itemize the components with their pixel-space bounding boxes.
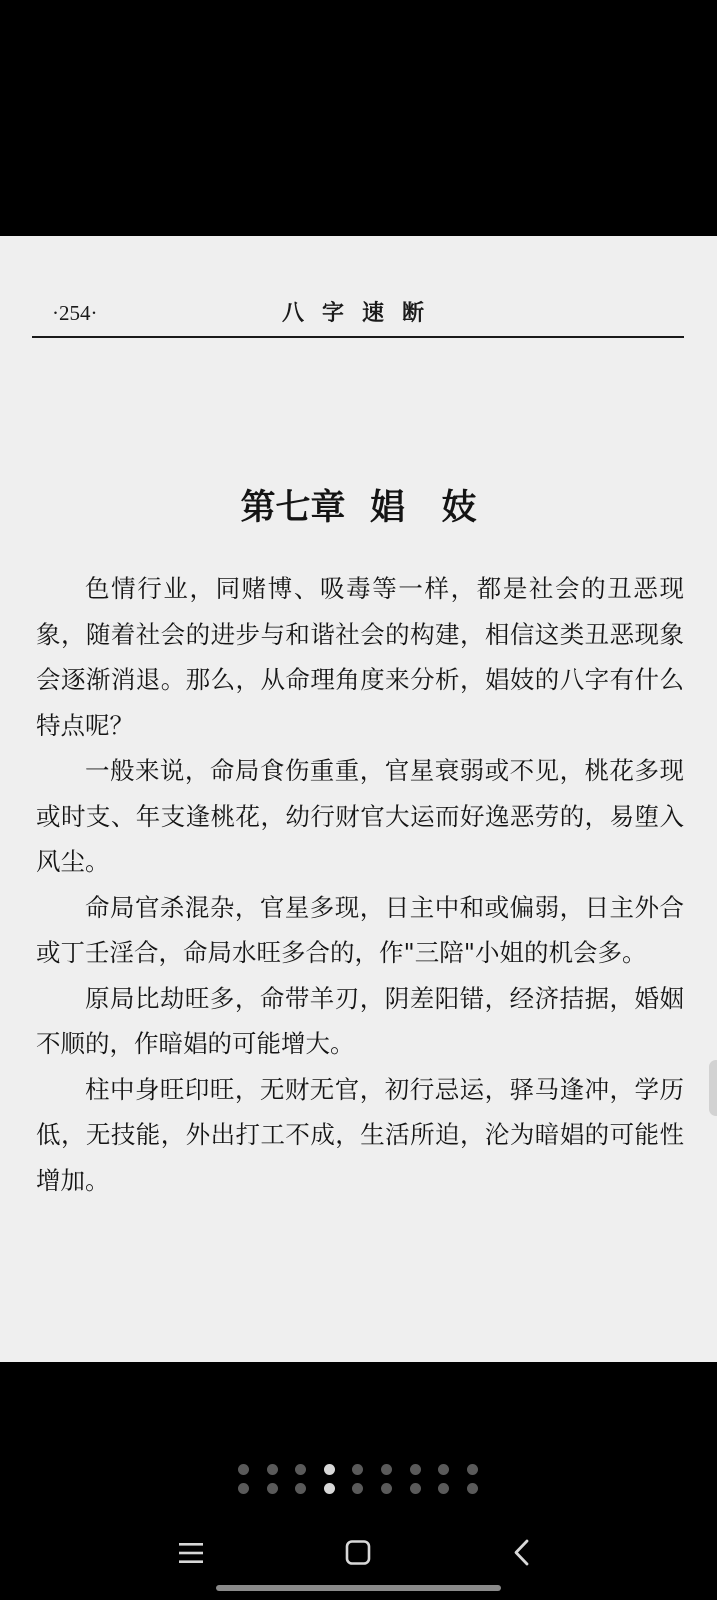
page-dot[interactable] — [295, 1464, 306, 1475]
page-dot[interactable] — [238, 1464, 249, 1475]
header-divider — [32, 336, 684, 338]
page-dot[interactable] — [267, 1464, 278, 1475]
page-dot[interactable] — [238, 1483, 249, 1494]
back-button[interactable] — [493, 1530, 553, 1576]
chapter-title: 第七章 娼 妓 — [240, 487, 477, 528]
paragraph-3: 命局官杀混杂，官星多现，日主中和或偏弱，日主外合或丁壬淫合，命局水旺多合的，作"三陪"小姐的机会多。 — [36, 892, 684, 967]
paragraph-4: 原局比劫旺多，命带羊刃，阴差阳错，经济拮据，婚姻不顺的，作暗娼的可能增大。 — [36, 983, 684, 1058]
recents-icon — [161, 1530, 221, 1576]
recents-button[interactable] — [161, 1530, 221, 1576]
page-dot[interactable] — [381, 1464, 392, 1475]
page-dot[interactable] — [438, 1464, 449, 1475]
scanned-page[interactable] — [0, 236, 717, 1362]
page-dot[interactable] — [410, 1464, 421, 1475]
page-dot[interactable] — [438, 1483, 449, 1494]
page-dot[interactable] — [352, 1483, 363, 1494]
page-dot[interactable] — [467, 1464, 478, 1475]
book-title: 八字速断 — [282, 300, 443, 326]
side-panel-handle[interactable] — [709, 1060, 717, 1116]
page-dot[interactable] — [324, 1483, 335, 1494]
home-icon — [328, 1530, 388, 1576]
page-dot[interactable] — [324, 1464, 335, 1475]
body-text — [36, 566, 684, 1203]
page-dot[interactable] — [467, 1483, 478, 1494]
back-icon — [493, 1530, 553, 1576]
gesture-bar[interactable] — [216, 1585, 501, 1591]
page-dot[interactable] — [410, 1483, 421, 1494]
page-dot[interactable] — [295, 1483, 306, 1494]
paragraph-5: 柱中身旺印旺，无财无官，初行忌运，驿马逢冲，学历低，无技能，外出打工不成，生活所迫，沦为暗娼的可能性增加。 — [36, 1074, 684, 1195]
page-dot[interactable] — [381, 1483, 392, 1494]
page-dot[interactable] — [352, 1464, 363, 1475]
top-black-bar — [0, 0, 717, 236]
paragraph-1: 色情行业，同赌博、吸毒等一样，都是社会的丑恶现象，随着社会的进步与和谐社会的构建，相信这类丑恶现象会逐渐消退。那么，从命理角度来分析，娼妓的八字有什么特点呢？ — [36, 574, 684, 740]
page-number: ·254· — [52, 301, 98, 325]
page-dots-row — [238, 1464, 478, 1476]
page-dot[interactable] — [267, 1483, 278, 1494]
page-dots-row — [238, 1483, 478, 1495]
page-indicator — [0, 1464, 717, 1504]
home-button[interactable] — [328, 1530, 388, 1576]
page-header — [32, 296, 684, 336]
navigation-bar — [0, 1530, 717, 1580]
paragraph-2: 一般来说，命局食伤重重，官星衰弱或不见，桃花多现或时支、年支逢桃花，幼行财官大运而好逸恶劳的，易堕入风尘。 — [36, 756, 684, 876]
